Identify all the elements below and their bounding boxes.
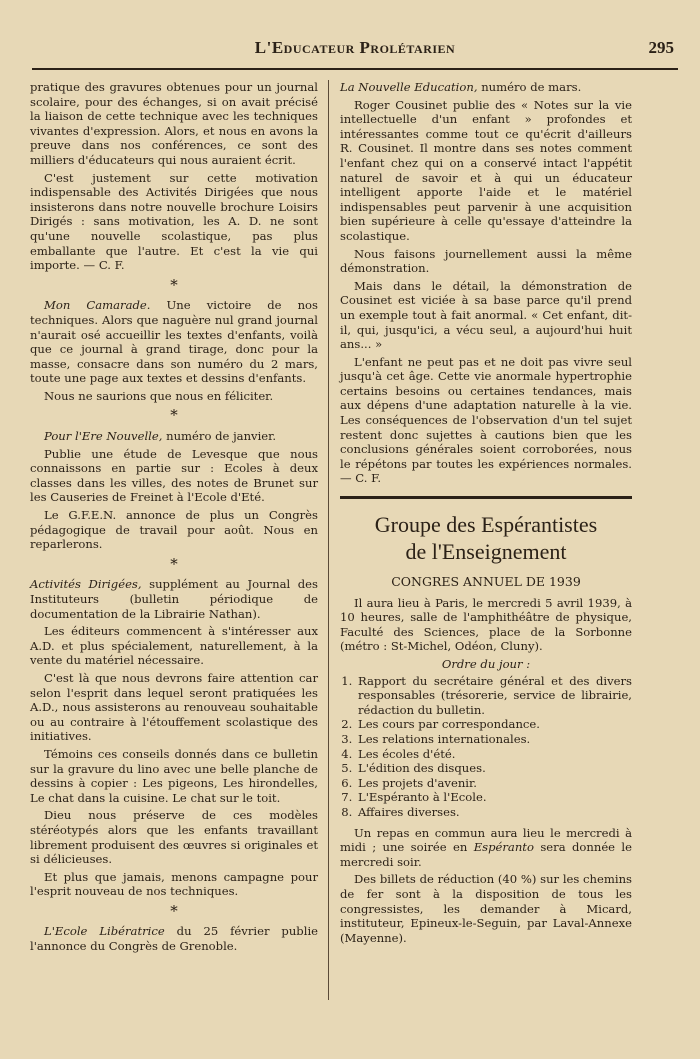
agenda-item: 5. L'édition des disques. — [356, 761, 632, 776]
page-header — [36, 38, 674, 62]
group-heading: Groupe des Espérantistes de l'Enseignement — [374, 512, 598, 565]
agenda-item: 3. Les relations internationales. — [356, 732, 632, 747]
page-number: 295 — [648, 38, 674, 57]
paragraph: Témoins ces conseils donnés dans ce bulletin sur la gravure du lino avec une belle planche de dessins à copier : Les pigeons, Les hirondelles, Le chat dans la cuisine. Le chat sur le toit. — [30, 746, 318, 805]
section-rule — [340, 496, 632, 499]
section-separator: * — [170, 901, 178, 920]
paragraph: Et plus que jamais, menons campagne pour l'esprit nouveau de nos techniques. — [30, 869, 318, 899]
paragraph: Nous ne saurions que nous en féliciter. — [44, 388, 274, 403]
paragraph: Nous faisons journellement aussi la même démonstration. — [340, 246, 632, 276]
agenda-item: 6. Les projets d'avenir. — [356, 776, 632, 791]
review-ecole-liberatrice: L'Ecole Libératrice du 25 février publie l'annonce du Congrès de Grenoble. — [30, 924, 319, 954]
paragraph: Le G.F.E.N. annonce de plus un Congrès pédagogique de travail pour août. Nous en reparlerons. — [30, 508, 318, 552]
paragraph: Mais dans le détail, la démonstration de Cousinet est viciée à sa base parce qu'il prend un exemple tout à fait anormal. « Cet enfant, dit-il, qui, jusqu'ici, a vécu seul, a aujourd'hui huit ans... » — [340, 278, 632, 352]
travel-note: Des billets de réduction (40 %) sur les chemins de fer sont à la disposition de tous les congressistes, les demander à Micard, instituteur, Epineux-le-Seguin, par Laval-Annexe (Mayenne). — [340, 872, 632, 945]
paragraph: Publie une étude de Levesque que nous connaissons en partie sur : Ecoles à deux classes dans les villes, des notes de Brunet sur les Causeries de Freinet à l'Ecole d'Eté. — [30, 446, 318, 505]
paragraph: pratique des gravures obtenues pour un journal scolaire, pour des échanges, si on avait précisé la liaison de cette technique avec les techniques vivantes d'expression. Alors, et nous en avons la preuve dans nos conférences, ce sont des milliers d'éducateurs qui nous auraient écrit. — [30, 80, 318, 167]
paragraph: C'est justement sur cette motivation indispensable des Activités Dirigées que nous insisterons dans notre nouvelle brochure Loisirs Dirigés : sans motivation, les A. D. ne sont qu'une nouvelle scolastique, pas plus emballante que l'autre. Et c'est la vie qui importe. — C. F. — [30, 170, 318, 273]
left-column — [30, 80, 318, 957]
review-activites-dirigees: Activités Dirigées, supplément au Journal des Instituteurs (bulletin périodique de documentation de la Librairie Nathan). — [30, 577, 318, 621]
agenda-item: 4. Les écoles d'été. — [356, 747, 632, 762]
header-rule — [32, 68, 678, 70]
review-title: La Nouvelle Education, — [340, 80, 478, 94]
review-title: Activités Dirigées, — [30, 577, 142, 592]
section-separator: * — [170, 275, 178, 294]
journal-title: L'Educateur Prolétarien — [254, 38, 456, 57]
paragraph: L'enfant ne peut pas et ne doit pas vivre seul jusqu'à cet âge. Cette vie anormale hypertrophie certains besoins ou certaines tendances, mais aux dépens d'une adaptation naturelle à la vie. Les conséquences de l'observation d'un tel sujet restent donc sujettes à cautions bien que les conclusions générales soient corroborées, nous le répétons par toutes les expériences normales. — C. F. — [340, 354, 632, 486]
section-separator: * — [170, 554, 178, 573]
agenda-item: 2. Les cours par correspondance. — [356, 717, 632, 732]
review-title: Mon Camarade. — [44, 298, 151, 313]
congress-announcement: Il aura lieu à Paris, le mercredi 5 avril 1939, à 10 heures, salle de l'amphithéâtre de physique, Faculté des Sciences, place de la Sorbonne (métro : St-Michel, Odéon, Cluny). — [340, 595, 632, 654]
section-separator: * — [170, 406, 178, 425]
paragraph: C'est là que nous devrons faire attention car selon l'esprit dans lequel seront pratiquées les A.D., nous assisterons au renouveau souhaitable ou au contraire à l'étouffement scolastique des initiatives. — [30, 670, 318, 744]
paragraph: Roger Cousinet publie des « Notes sur la vie intellectuelle d'un enfant » profondes et intéressantes comme tout ce qu'écrit d'ailleurs R. Cousinet. Il montre dans ses notes comment l'enfant chez qui on a conservé intact l'appétit naturel de savoir et à qui un éducateur intelligent apporte l'aide et le matériel indispensables peut parvenir à une acquisition bien supérieure à celle qu'essaye d'atteindre la scolastique. — [340, 97, 632, 243]
agenda-item: 7. L'Espéranto à l'Ecole. — [356, 790, 632, 805]
paragraph: Dieu nous préserve de ces modèles stéréotypés alors que les enfants travaillant librement produisent des œuvres si originales et si délicieuses. — [30, 808, 318, 867]
banquet-note: Un repas en commun aura lieu le mercredi à midi ; une soirée en Espéranto sera donnée le mercredi soir. — [340, 825, 632, 869]
column-divider — [328, 80, 329, 1000]
paragraph: Les éditeurs commencent à s'intéresser aux A.D. et plus spécialement, naturellement, à la vente du matériel nécessaire. — [30, 624, 318, 668]
congress-heading: CONGRES ANNUEL DE 1939 — [391, 574, 581, 590]
agenda-heading: Ordre du jour : — [441, 657, 531, 671]
agenda-item: 1. Rapport du secrétaire général et des divers responsables (trésorerie, service de librairie, rédaction du bulletin. — [356, 674, 632, 718]
right-column — [340, 80, 632, 948]
review-title: L'Ecole Libératrice — [44, 924, 165, 939]
review-title: Pour l'Ere Nouvelle, — [44, 429, 163, 444]
review-ere-nouvelle: Pour l'Ere Nouvelle, numéro de janvier. — [44, 429, 277, 444]
review-mon-camarade: Mon Camarade. Une victoire de nos techniques. Alors que naguère nul grand journal n'aurait osé accueillir les textes d'enfants, voilà que ce journal à grand tirage, donc pour la masse, consacre dans son numéro du 2 mars, toute une page aux textes et dessins d'enfants. — [30, 298, 318, 386]
agenda-item: 8. Affaires diverses. — [356, 805, 632, 820]
review-nouvelle-education: La Nouvelle Education, numéro de mars. — [340, 80, 582, 94]
agenda-list — [340, 674, 632, 820]
